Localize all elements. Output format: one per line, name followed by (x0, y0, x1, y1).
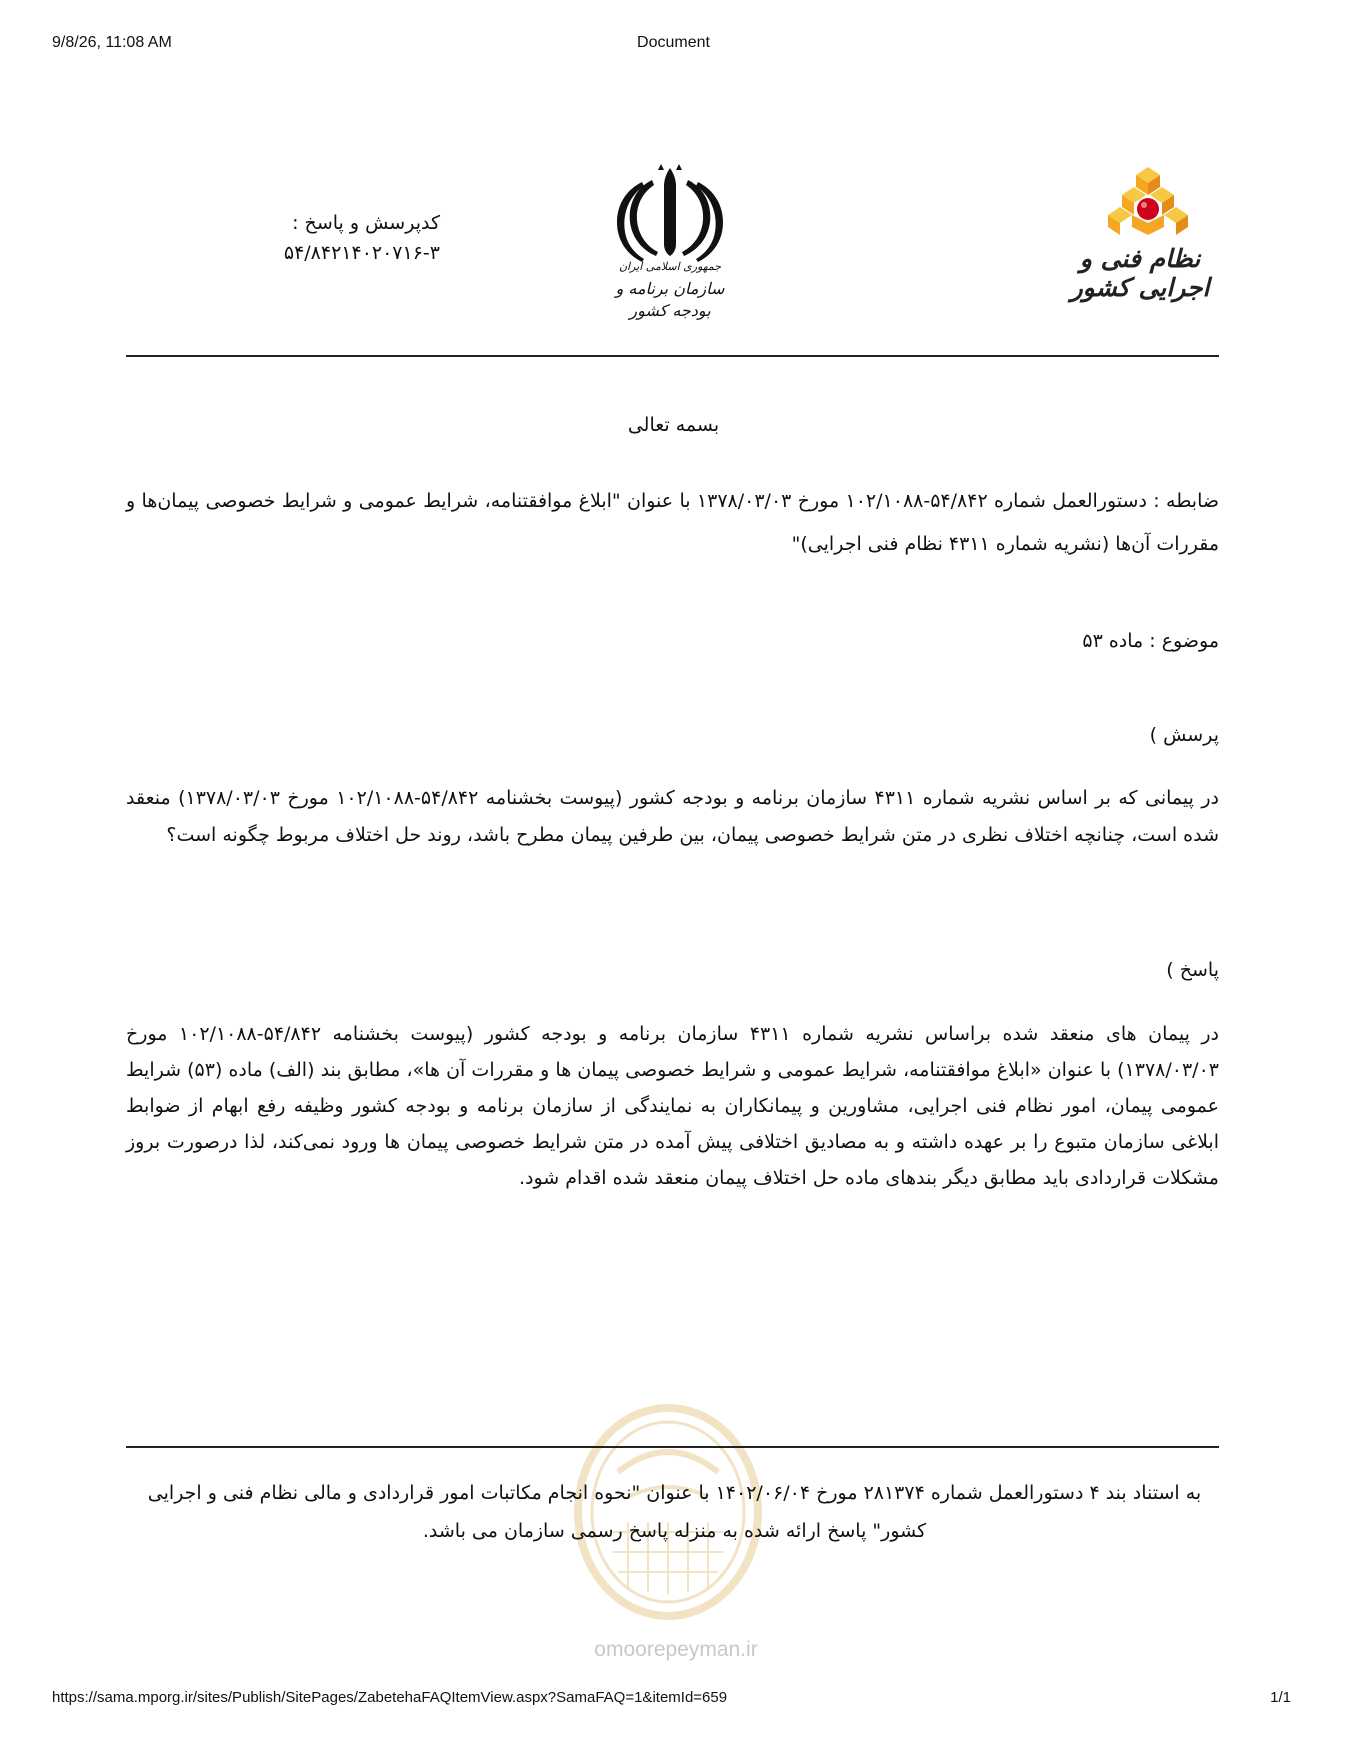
header-divider (126, 355, 1219, 357)
footer-divider (126, 1446, 1219, 1448)
print-page-title-text: Document (637, 34, 710, 51)
question-code-value: ۵۴/۸۴۲۱۴۰۲۰۷۱۶-۳ (283, 242, 440, 264)
technical-system-logo-text: نظام فنی و اجرایی کشور (1070, 244, 1210, 302)
emblem-caption-country: جمهوری اسلامی ایران (618, 260, 722, 273)
watermark-url: omoorepeyman.ir (594, 1638, 758, 1661)
question-text: در پیمانی که بر اساس نشریه شماره ۴۳۱۱ سازمان برنامه و بودجه کشور (پیوست بخشنامه ۵۴/۸۴۲-۱۰۲/۱۰۸۸ مورخ ۱۳۷۸/۰۳/۰۳) منعقد شده است، چنانچه اختلاف نظری در متن شرایط خصوصی پیمان، بین طرفین پیمان مطرح باشد، روند حل اختلاف مربوط چگونه است؟ (126, 787, 1219, 846)
subject-line: موضوع : ماده ۵۳ (1082, 630, 1219, 652)
emblem-caption-organization: سازمان برنامه و بودجه کشور (615, 279, 725, 320)
print-page-number: 1/1 (1270, 1689, 1291, 1706)
print-url: https://sama.mporg.ir/sites/Publish/SitePages/ZabetehaFAQItemView.aspx?SamaFAQ=1&itemId=659 (52, 1689, 728, 1706)
question-heading: پرسش ) (1149, 724, 1219, 746)
print-page-title (0, 34, 1347, 52)
question-code-block (240, 208, 440, 268)
footer-note: به استناد بند ۴ دستورالعمل شماره ۲۸۱۳۷۴ مورخ ۱۴۰۲/۰۶/۰۴ با عنوان "نحوه انجام مکاتبات امور قراردادی و مالی نظام فنی و اجرایی کشور" پاسخ ارائه شده به منزله پاسخ رسمی سازمان می باشد. (147, 1482, 1202, 1542)
print-date: 9/8/26, 11:08 AM (52, 34, 172, 51)
answer-heading: پاسخ ) (1166, 959, 1219, 981)
question-code-label: کدپرسش و پاسخ : (292, 212, 440, 234)
bismillah-heading: بسمه تعالی (627, 414, 720, 436)
technical-system-logo-icon (1098, 165, 1198, 245)
answer-text: در پیمان های منعقد شده براساس نشریه شماره ۴۳۱۱ سازمان برنامه و بودجه کشور (پیوست بخشنامه ۵۴/۸۴۲-۱۰۲/۱۰۸۸ مورخ ۱۳۷۸/۰۳/۰۳) با عنوان «ابلاغ موافقتنامه، شرایط عمومی و شرایط خصوصی پیمان ها و مقررات آن ها»، مطابق بند (الف) ماده (۵۳) شرایط عمومی پیمان، امور نظام فنی اجرایی، مشاورین و پیمانکاران به نمایندگی از سازمان برنامه و بودجه کشور وظیفه رفع ابهام از ضوابط ابلاغی سازمان متبوع را بر عهده داشته و به مصادیق اختلافی پیش آمده در متن شرایط خصوصی پیمان ها ورود نمی‌کند، لذا درصورت بروز مشکلات قراردادی باید مطابق دیگر بندهای ماده حل اختلاف پیمان منعقد شده اقدام شود. (126, 1023, 1219, 1189)
zabeteh-line: ضابطه : دستورالعمل شماره ۵۴/۸۴۲-۱۰۲/۱۰۸۸ مورخ ۱۳۷۸/۰۳/۰۳ با عنوان "ابلاغ موافقتنامه، شرایط عمومی و شرایط خصوصی پیمان‌ها و مقررات آن‌ها (نشریه شماره ۴۳۱۱ نظام فنی اجرایی)" (126, 490, 1220, 555)
emblem-caption (600, 256, 740, 322)
